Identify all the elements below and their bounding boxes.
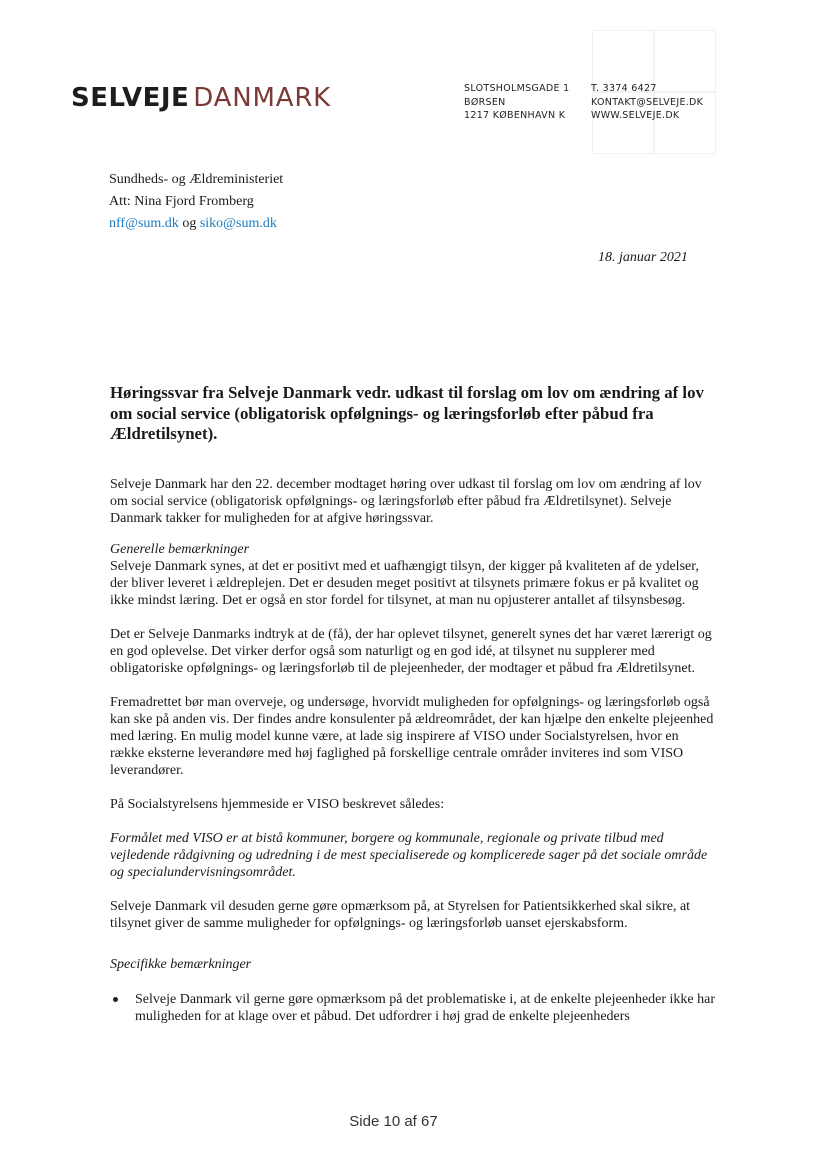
specific-list: [110, 991, 716, 1025]
list-item: Selveje Danmark vil gerne gøre opmærksom på det problematiske i, at de enkelte plejeenheder ikke har muligheden for at klage over et påbud. Det udfordrer i høj grad de enkelte plejeenheders: [110, 991, 716, 1025]
attention-paragraph: Selveje Danmark vil desuden gerne gøre opmærksom på, at Styrelsen for Patientsikkerhed skal sikre, at tilsynet giver de samme muligheder for opfølgnings- og læringsforløb uanset ejerskabsform.: [110, 899, 691, 931]
page-number: Side 10 af 67: [349, 1113, 438, 1130]
address-line: 1217 KØBENHAVN K: [464, 110, 566, 121]
contact-website: WWW.SELVEJE.DK: [591, 110, 680, 121]
address-line: SLOTSHOLMSGADE 1: [464, 83, 570, 94]
logo: [71, 83, 331, 113]
general-paragraph: Selveje Danmark synes, at det er positivt med et uafhængigt tilsyn, der kigger på kvaliteten af de ydelser, der bliver leveret i ældreplejen. Det er desuden meget positivt at tilsynets primære fokus er på kvalitet og ikke mindst læring. Det er også en stor fordel for tilsynet, at man nu opjusterer antallet af tilsynsbesøg.: [110, 559, 699, 608]
document-title: Høringssvar fra Selveje Danmark vedr. udkast til forslag om lov om ændring af lov om social service (obligatorisk opfølgnings- og læringsforløb efter påbud fra Ældretilsynet).: [110, 383, 704, 443]
address-line: BØRSEN: [464, 96, 506, 108]
general-heading: Generelle bemærkninger: [110, 542, 250, 557]
letter-body: [110, 476, 716, 1025]
letter-date: 18. januar 2021: [598, 250, 688, 265]
letterhead-address: [464, 82, 569, 123]
general-paragraph: Fremadrettet bør man overveje, og undersøge, hvorvidt muligheden for opfølgnings- og læringsforløb også kan ske på anden vis. Der findes andre konsulenter på ældreområdet, der kan hjælpe den enkelte plejeenhed med læring. En mulig model kunne være, at lade sig inspirere af VISO under Socialstyrelsen, hvor en række eksterne leverandøre med høj faglighed på forskellige centrale områder inviteres ind som VISO leverandører.: [110, 695, 714, 778]
email-link-nff[interactable]: nff@sum.dk: [109, 216, 179, 231]
general-paragraph: Det er Selveje Danmarks indtryk at de (få), der har oplevet tilsynet, generelt synes det har været lærerigt og en god oplevelse. Det virker derfor også som naturligt og en god idé, at tilsynet nu supplerer med obligatoriske opfølgnings- og læringsforløb til de plejeenheder, der modtager et påbud fra Ældretilsynet.: [110, 627, 712, 676]
email-joiner: og: [178, 216, 200, 231]
recipient-emails: [109, 213, 283, 235]
viso-quote: Formålet med VISO er at bistå kommuner, borgere og kommunale, regionale og private tilbud med vejledende rådgivning og udredning i de mest specialiserede og komplicerede sager på det sociale område og specialundervisningsområdet.: [110, 831, 708, 880]
recipient-block: [109, 169, 283, 235]
specific-heading: Specifikke bemærkninger: [110, 957, 252, 972]
contact-email: KONTAKT@SELVEJE.DK: [591, 96, 704, 108]
email-link-siko[interactable]: siko@sum.dk: [199, 216, 277, 231]
intro-paragraph: Selveje Danmark har den 22. december modtaget høring over udkast til forslag om lov om ændring af lov om social service (obligatorisk opfølgnings- og læringsforløb efter påbud fra Ældretilsynet). Selveje Danmark takker for muligheden for at afgive høringssvar.: [110, 477, 702, 526]
letterhead-contact: [591, 82, 703, 123]
contact-phone: T. 3374 6427: [591, 83, 657, 94]
recipient-org: Sundheds- og Ældreministeriet: [109, 172, 284, 187]
recipient-att: Att: Nina Fjord Fromberg: [109, 194, 254, 209]
viso-intro: På Socialstyrelsens hjemmeside er VISO beskrevet således:: [110, 797, 445, 812]
logo-part1: SELVEJE: [71, 83, 190, 113]
logo-part2: DANMARK: [193, 83, 332, 113]
